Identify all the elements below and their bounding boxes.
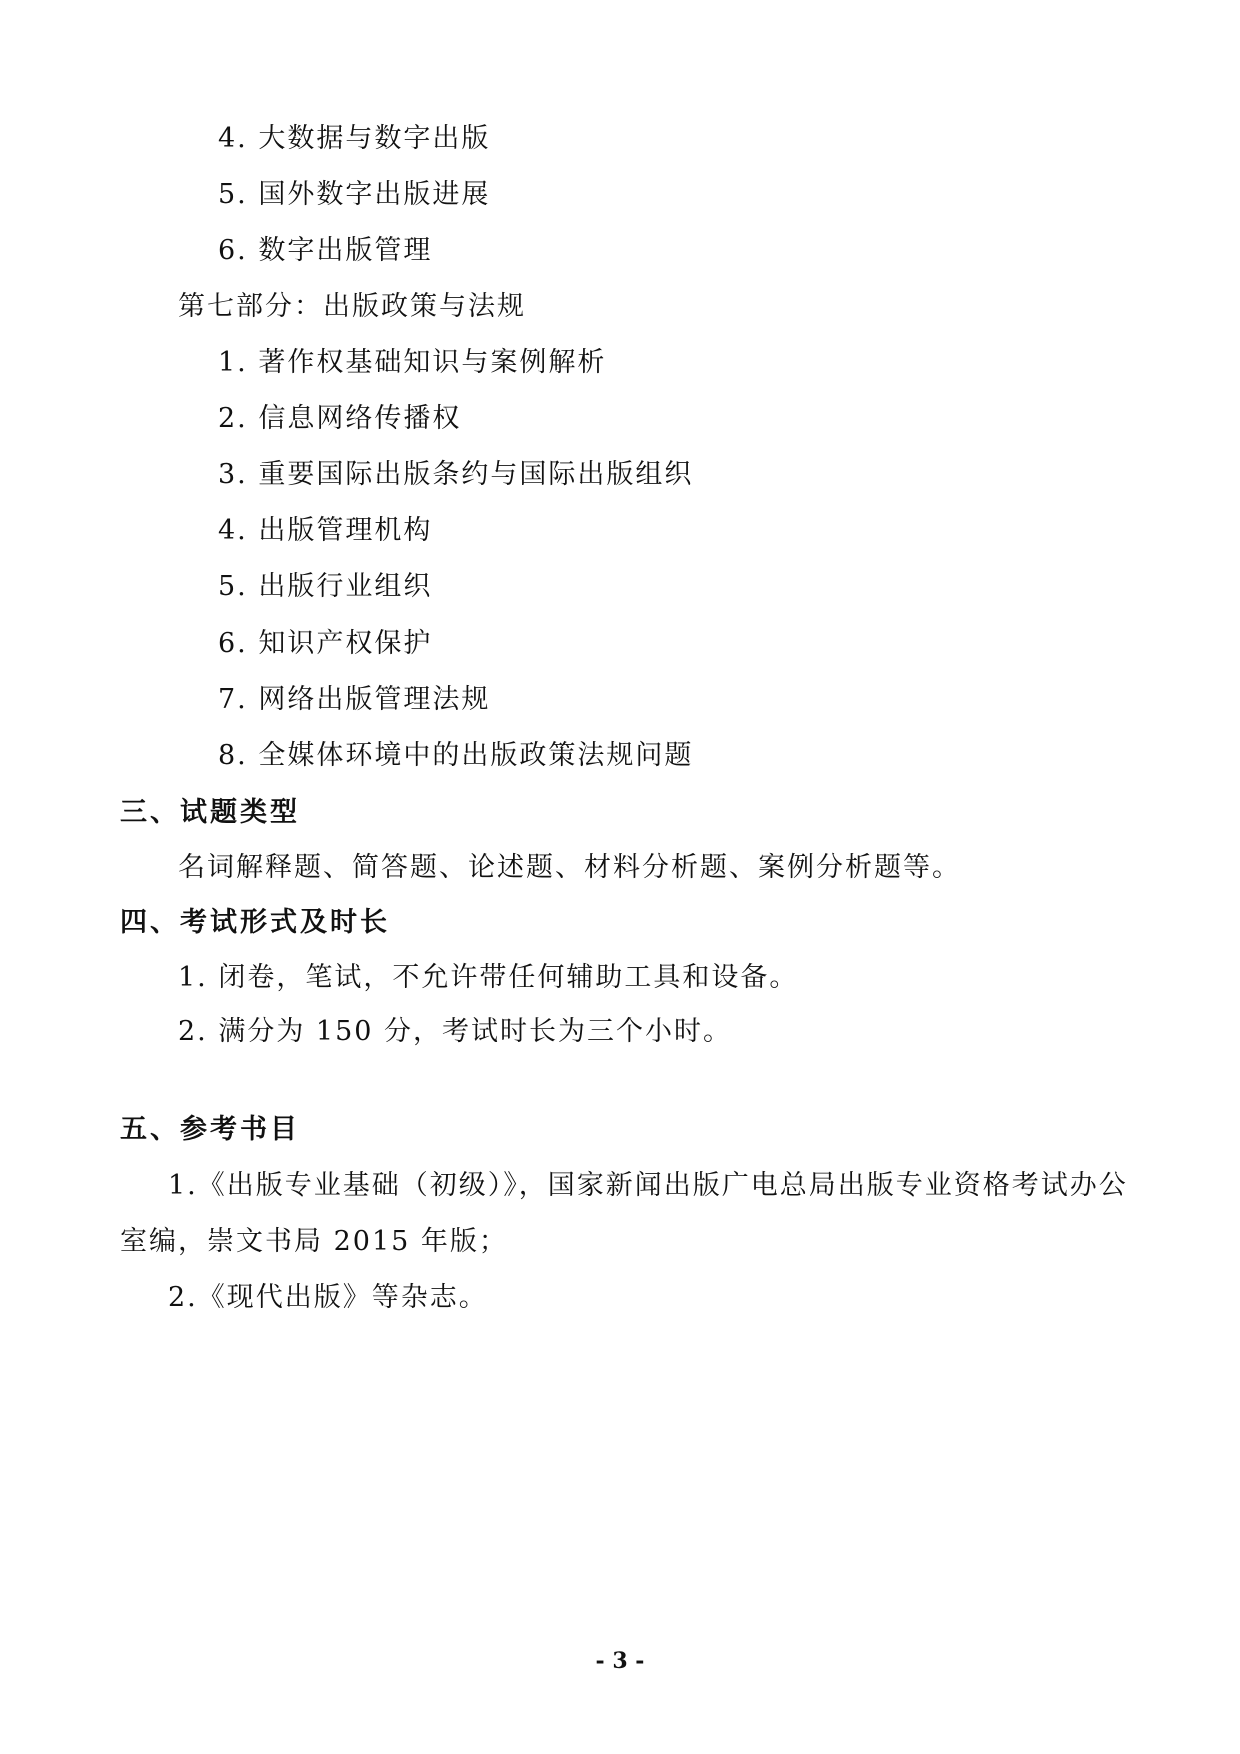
part7-item-5: 5. 出版行业组织 (218, 571, 433, 602)
part6-item-5: 5. 国外数字出版进展 (218, 179, 491, 210)
reference-1-line-1: 1.《出版专业基础（初级）》，国家新闻出版广电总局出版专业资格考试办公 (168, 1170, 1128, 1201)
part7-item-1: 1. 著作权基础知识与案例解析 (218, 347, 607, 378)
section3-text: 名词解释题、简答题、论述题、材料分析题、案例分析题等。 (178, 852, 961, 883)
section3-heading: 三、试题类型 (120, 797, 300, 828)
reference-1-line-2: 室编，崇文书局 2015 年版； (120, 1226, 508, 1257)
section4-item-1: 1. 闭卷，笔试，不允许带任何辅助工具和设备。 (178, 962, 799, 993)
reference-2: 2.《现代出版》等杂志。 (168, 1282, 488, 1313)
section4-heading: 四、考试形式及时长 (120, 907, 390, 938)
part6-item-4: 4. 大数据与数字出版 (218, 123, 491, 154)
page-number: - 3 - (595, 1648, 645, 1674)
part6-item-6: 6. 数字出版管理 (218, 235, 433, 266)
part7-item-4: 4. 出版管理机构 (218, 515, 433, 546)
part7-item-3: 3. 重要国际出版条约与国际出版组织 (218, 459, 694, 490)
part7-title: 第七部分：出版政策与法规 (178, 291, 526, 322)
part7-item-2: 2. 信息网络传播权 (218, 403, 462, 434)
part7-item-8: 8. 全媒体环境中的出版政策法规问题 (218, 740, 694, 771)
section4-item-2: 2. 满分为 150 分，考试时长为三个小时。 (178, 1016, 733, 1047)
section5-heading: 五、参考书目 (120, 1114, 300, 1145)
part7-item-6: 6. 知识产权保护 (218, 628, 433, 659)
part7-item-7: 7. 网络出版管理法规 (218, 684, 491, 715)
